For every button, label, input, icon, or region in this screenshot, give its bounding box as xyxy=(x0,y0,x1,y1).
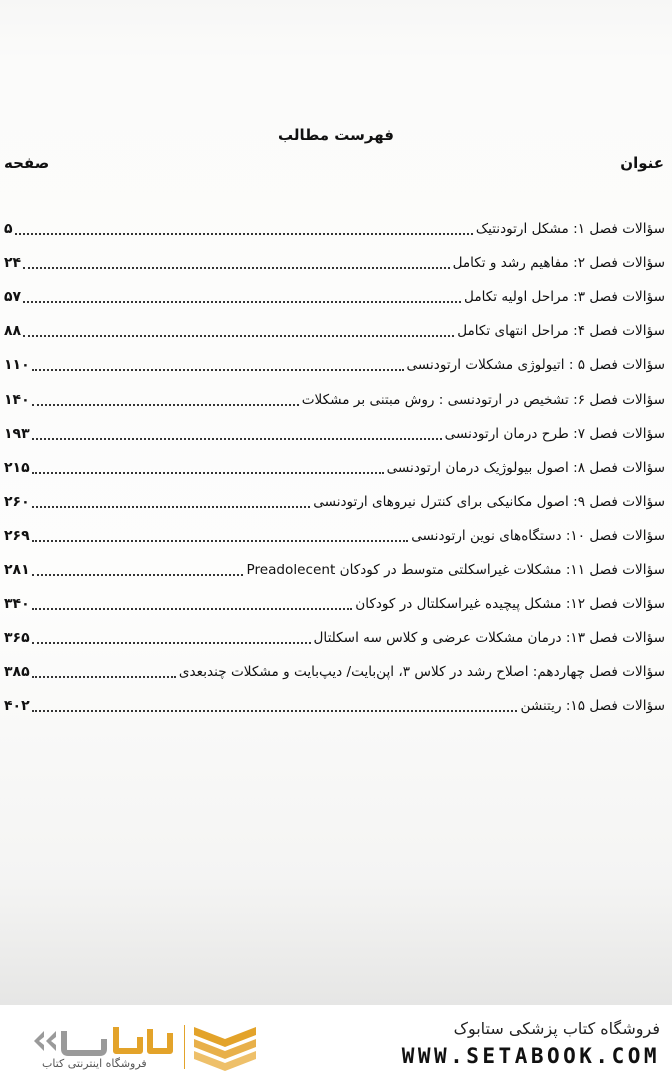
toc-entry-title: سؤالات فصل ۲: مفاهیم رشد و تکامل xyxy=(452,255,665,272)
toc-entry xyxy=(0,348,672,382)
toc-entry-page: ۲۱۵ xyxy=(4,459,30,476)
toc-entry-page: ۱۴۰ xyxy=(4,391,30,408)
toc-entry-leader-dots xyxy=(23,267,449,269)
store-name: فروشگاه کتاب پزشکی ستابوک xyxy=(453,1019,660,1038)
toc-entry xyxy=(0,212,672,246)
toc-entry-title: سؤالات فصل ۱۳: درمان مشکلات عرضی و کلاس سه اسکلتال xyxy=(313,630,665,647)
toc-entry-leader-dots xyxy=(23,335,454,337)
store-brand xyxy=(402,1019,660,1068)
toc-entry-page: ۲۸۱ xyxy=(4,561,30,578)
toc-entry xyxy=(0,587,672,621)
toc-entry-page: ۲۶۹ xyxy=(4,527,30,544)
toc-entry xyxy=(0,621,672,655)
toc-entry-leader-dots xyxy=(32,506,311,508)
toc-entry-leader-dots xyxy=(32,369,404,371)
toc-entry-page: ۳۴۰ xyxy=(4,596,30,613)
toc-entry-leader-dots xyxy=(32,642,311,644)
toc-entry xyxy=(0,417,672,451)
toc-entry-page: ۳۸۵ xyxy=(4,664,30,681)
toc-entry xyxy=(0,485,672,519)
toc-entry-title: سؤالات فصل ۱۱: مشکلات غیراسکلتی متوسط در کودکان Preadolecent xyxy=(246,561,665,578)
toc-entry-page: ۲۴ xyxy=(4,255,22,272)
footer-divider xyxy=(184,1025,185,1069)
toc-entry-page: ۲۶۰ xyxy=(4,493,30,510)
store-url: WWW.SETABOOK.COM xyxy=(401,1044,660,1068)
column-header-page: صفحه xyxy=(4,154,50,172)
toc-entry-title: سؤالات فصل ۹: اصول مکانیکی برای کنترل نیروهای ارتودنسی xyxy=(313,493,665,510)
column-header-title: عنوان xyxy=(620,154,664,172)
toc-entry xyxy=(0,655,672,689)
toc-entry-leader-dots xyxy=(32,540,409,542)
toc-entry-leader-dots xyxy=(15,233,473,235)
toc-entry xyxy=(0,314,672,348)
toc-entry-page: ۵۷ xyxy=(4,289,22,306)
toc-list xyxy=(0,212,672,723)
toc-entry xyxy=(0,553,672,587)
toc-entry-page: ۱۱۰ xyxy=(4,357,30,374)
toc-entry-leader-dots xyxy=(32,404,299,406)
toc-entry-title: سؤالات فصل ۵ : اتیولوژی مشکلات ارتودنسی xyxy=(406,357,665,374)
toc-entry xyxy=(0,280,672,314)
toc-entry-page: ۸۸ xyxy=(4,323,22,340)
toc-entry-page: ۳۶۵ xyxy=(4,630,30,647)
store-tagline: فروشگاه اینترنتی کتاب xyxy=(42,1057,147,1070)
stacked-books-chevron-icon xyxy=(190,1025,260,1071)
toc-entry-leader-dots xyxy=(23,301,461,303)
toc-entry-title: سؤالات فصل ۳: مراحل اولیه تکامل xyxy=(464,289,665,306)
setabook-logo xyxy=(30,1021,176,1061)
toc-entry xyxy=(0,519,672,553)
toc-entry-title: سؤالات فصل ۱: مشکل ارتودنتیک xyxy=(475,221,665,238)
toc-entry-page: ۵ xyxy=(4,221,13,238)
toc-entry-title: سؤالات فصل ۸: اصول بیولوژیک درمان ارتودنسی xyxy=(386,459,665,476)
toc-entry-title: سؤالات فصل ۴: مراحل انتهای تکامل xyxy=(457,323,665,340)
toc-entry-leader-dots xyxy=(32,438,442,440)
toc-entry-title: سؤالات فصل ۶: تشخیص در ارتودنسی : روش مبتنی بر مشکلات xyxy=(301,391,665,408)
toc-entry-title: سؤالات فصل ۱۰: دستگاه‌های نوین ارتودنسی xyxy=(411,527,665,544)
toc-title: فهرست مطالب xyxy=(278,126,394,144)
toc-entry-title: سؤالات فصل ۱۲: مشکل پیچیده غیراسکلتال در کودکان xyxy=(355,596,665,613)
toc-entry-leader-dots xyxy=(32,676,176,678)
toc-entry-title: سؤالات فصل چهاردهم: اصلاح رشد در کلاس ۳، اپن‌بایت/ دیپ‌بایت و مشکلات چندبعدی xyxy=(178,664,665,681)
toc-entry-leader-dots xyxy=(32,574,244,576)
toc-entry-title: سؤالات فصل ۱۵: ریتنشن xyxy=(520,698,665,715)
toc-entry xyxy=(0,689,672,723)
toc-entry-leader-dots xyxy=(32,472,384,474)
toc-entry-leader-dots xyxy=(32,710,518,712)
toc-entry-title: سؤالات فصل ۷: طرح درمان ارتودنسی xyxy=(444,425,665,442)
toc-entry xyxy=(0,246,672,280)
toc-entry-page: ۴۰۲ xyxy=(4,698,30,715)
toc-entry-page: ۱۹۳ xyxy=(4,425,30,442)
toc-entry-leader-dots xyxy=(32,608,353,610)
store-footer xyxy=(0,1005,672,1080)
toc-entry xyxy=(0,451,672,485)
toc-entry xyxy=(0,382,672,416)
